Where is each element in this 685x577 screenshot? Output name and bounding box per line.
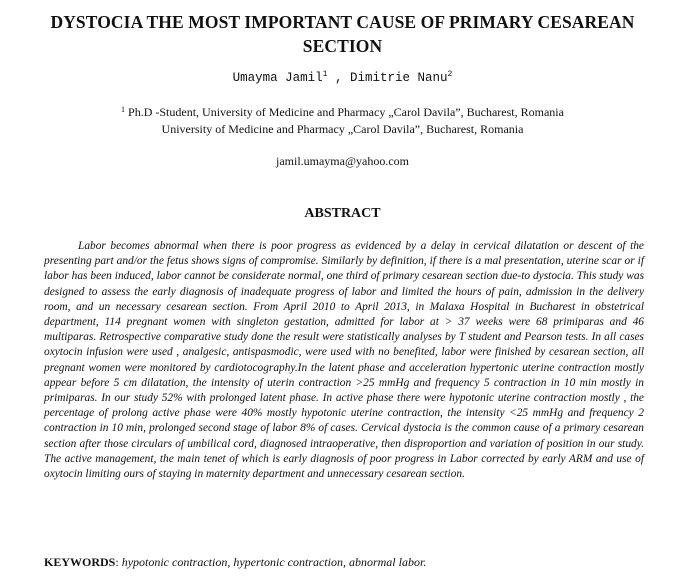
keywords-line [44,554,644,570]
affiliation-text: Ph.D -Student, University of Medicine and Pharmacy „Carol Davila”, Bucharest, Romania [125,105,564,119]
abstract-body: Labor becomes abnormal when there is poor progress as evidenced by a delay in cervical dilatation or descent of the presenting part and/or the fetus shows signs of compromise. Similarly by definition, if there is a mal presentation, uterine scar or if labor has been induced, labor cannot be considerate normal, one third of primary cesarean section due-to dystocia. This study was designed to assess the early diagnosis of inadequate progress of labor and limited the hours of pain, admission in the delivery room, and un necessary cesarean section. From April 2010 to April 2013, in Malaxa Hospital in Bucharest in obstetrical department, 114 pregnant women with singleton gestation, admitted for labor at > 37 weeks were 68 primiparas and 46 multiparas. Retrospective comparative study done the result were statistically analyses by T student and Pearson tests. In all cases oxytocin infusion were used , analgesic, antispasmodic, were used with no benefited, labor were finished by cesarean section, all pregnant women were monitored by cardiotocography.In the latent phase and acceleration hypertonic uterine contraction mostly appear before 5 cm dilatation, the intensity of uterin contraction >25 mmHg and frequency 5 contraction in 10 min mostly in primiparas. In our study 52% with prolonged latent phase. In active phase there were hypotonic uterine contraction mostly , the percentage of prolong active phase were 40% mostly hypotonic uterine contraction, the intensity <25 mmHg and frequency 2 contraction in 10 min, prolonged second stage of labor 8% of cases. Cervical dystocia is the common cause of a primary cesarean section after those circulars of umbilical cord, diagnosed intraoperative, then disproportion and variation of position in our study. The active management, the main tenet of which is early diagnosis of poor progress in Labor corrected by early ARM and use of oxytocin limiting ours of staying in maternity department and unnecessary cesarean section. [44,240,644,481]
keywords-separator: : [115,555,122,569]
author-name: Umayma Jamil [232,71,323,85]
abstract-heading: ABSTRACT [304,206,381,221]
author-affiliation-marker: 1 [322,70,328,79]
affiliations [40,104,645,138]
keywords-label: KEYWORDS [44,555,116,569]
affiliation-line: University of Medicine and Pharmacy „Carol Davila”, Bucharest, Romania [161,122,524,136]
affiliation-marker: 1 [121,105,126,114]
author-separator: , [327,71,350,85]
author-email: jamil.umayma@yahoo.com [275,154,410,168]
author-affiliation-marker: 2 [447,70,453,79]
author-name: Dimitrie Nanu [350,71,448,85]
author-line [40,69,645,87]
affiliation-line [40,104,645,121]
paper-title: DYSTOCIA THE MOST IMPORTANT CAUSE OF PRIMARY CESAREAN SECTION [50,12,635,56]
keywords-value: hypotonic contraction, hypertonic contraction, abnormal labor. [121,555,427,569]
